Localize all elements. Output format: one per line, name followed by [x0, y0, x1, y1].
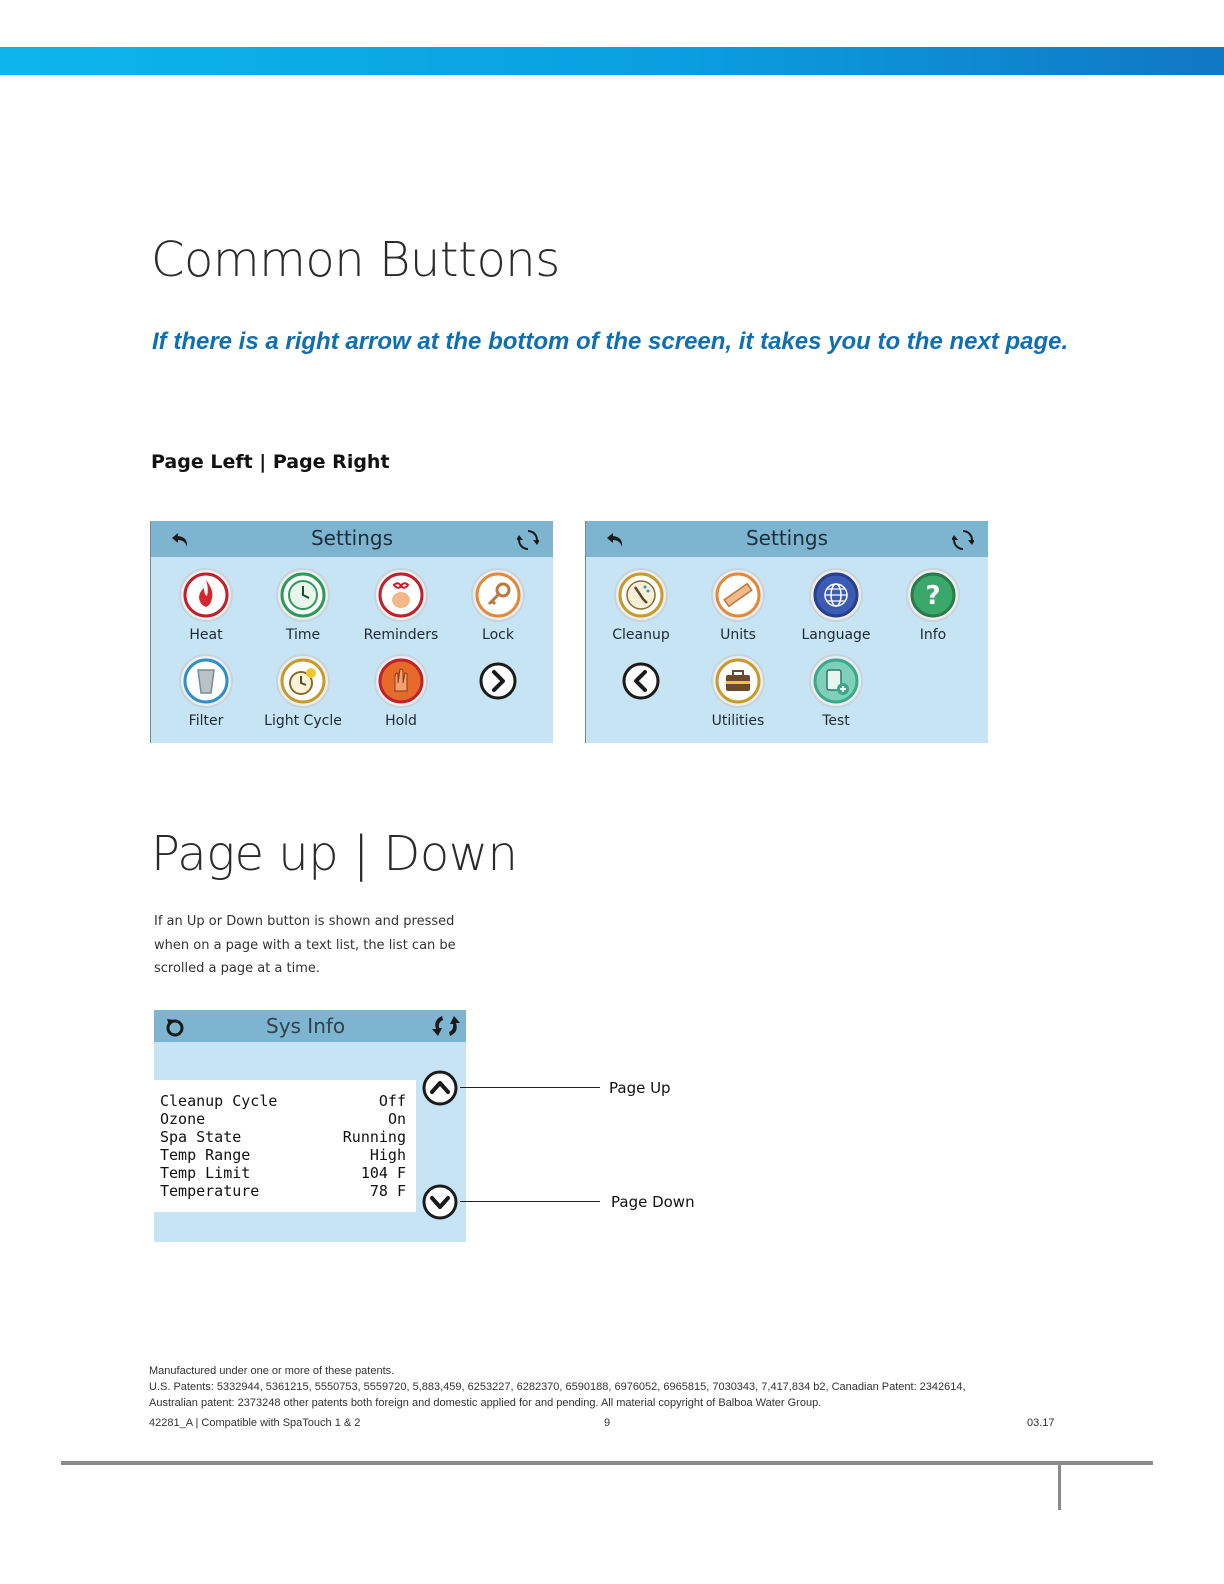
tile-label: Light Cycle — [264, 713, 342, 729]
list-item-key: Temp Range — [160, 1146, 251, 1164]
list-item-key: Spa State — [160, 1128, 242, 1146]
list-item — [160, 1164, 406, 1182]
filter-cup-icon — [178, 653, 234, 709]
tile-label: Cleanup — [612, 627, 670, 643]
tile-label: Time — [285, 627, 321, 643]
tile-label: Hold — [385, 713, 417, 729]
page-up-callout-line — [460, 1087, 600, 1088]
chevron-left-icon — [621, 661, 661, 701]
tile-label: Units — [720, 627, 756, 643]
tile-label: Filter — [188, 713, 224, 729]
section-title-page-up-down: Page up | Down — [151, 826, 518, 882]
sys-info-panel — [154, 1010, 466, 1242]
page-up-down-description: If an Up or Down button is shown and pressed when on a page with a text list, the list can be scrolled a page at a time. — [154, 914, 456, 976]
list-item — [160, 1146, 406, 1164]
flame-icon — [178, 567, 234, 623]
chevron-right-icon — [478, 661, 518, 701]
page-left-button[interactable] — [593, 661, 689, 701]
refresh-icon[interactable] — [430, 1013, 462, 1039]
section-subtitle: If there is a right arrow at the bottom of the screen, it takes you to the next page. — [152, 328, 1069, 355]
units-button[interactable] — [690, 567, 786, 643]
footer-doc-id: 42281_A | Compatible with SpaTouch 1 & 2 — [149, 1417, 361, 1429]
settings-panel-page-2 — [585, 521, 988, 743]
panel-title: Sys Info — [266, 1014, 346, 1038]
tile-label: Test — [822, 713, 850, 729]
light-cycle-icon — [275, 653, 331, 709]
footer-date: 03.17 — [1027, 1417, 1055, 1429]
hold-button[interactable] — [353, 653, 449, 729]
tile-label: Info — [919, 627, 947, 643]
back-icon[interactable] — [164, 1016, 186, 1038]
svg-text:?: ? — [925, 581, 941, 611]
info-button[interactable] — [885, 567, 981, 643]
tile-label: Language — [801, 627, 871, 643]
footer-vertical-rule — [1058, 1463, 1061, 1510]
section-title-common-buttons: Common Buttons — [151, 232, 560, 288]
footer-patents-intro: Manufactured under one or more of these patents. — [149, 1365, 395, 1377]
list-item — [160, 1092, 406, 1110]
page-down-callout: Page Down — [611, 1193, 695, 1211]
list-item-value: Off — [378, 1092, 406, 1110]
reminder-finger-icon — [373, 567, 429, 623]
refresh-icon[interactable] — [952, 529, 974, 551]
filter-button[interactable] — [158, 653, 254, 729]
list-item — [160, 1110, 406, 1128]
cleanup-icon — [613, 567, 669, 623]
list-item-value: Running — [342, 1128, 406, 1146]
clock-icon — [275, 567, 331, 623]
toolbox-icon — [710, 653, 766, 709]
panel-header — [154, 1010, 466, 1042]
list-item-value: 78 F — [369, 1182, 406, 1200]
list-item-key: Temp Limit — [160, 1164, 251, 1182]
page-down-callout-line — [460, 1201, 600, 1202]
panel-header — [151, 521, 553, 557]
reminders-button[interactable] — [353, 567, 449, 643]
page-up-button[interactable] — [420, 1068, 460, 1108]
light-cycle-button[interactable] — [255, 653, 351, 729]
list-item-value: On — [387, 1110, 406, 1128]
lock-button[interactable] — [450, 567, 546, 643]
tile-label: Utilities — [711, 713, 765, 729]
list-item-value: 104 F — [360, 1164, 406, 1182]
settings-panel-page-1 — [150, 521, 553, 743]
globe-icon — [808, 567, 864, 623]
list-item-key: Ozone — [160, 1110, 206, 1128]
page-right-button[interactable] — [450, 661, 546, 701]
key-icon — [470, 567, 526, 623]
footer-patents-us: U.S. Patents: 5332944, 5361215, 5550753, 5559720, 5,883,459, 6253227, 6282370, 6590188, 6976052, 6965815, 7030343, 7,417,834 b2, Canadian Patent: 2342614, — [149, 1381, 966, 1393]
footer-rule — [61, 1461, 1153, 1465]
hold-hand-icon — [373, 653, 429, 709]
panel-header — [586, 521, 988, 557]
sys-info-list[interactable] — [154, 1080, 416, 1212]
question-mark-icon — [905, 567, 961, 623]
test-icon — [808, 653, 864, 709]
list-item-key: Cleanup Cycle — [160, 1092, 278, 1110]
refresh-icon[interactable] — [517, 529, 539, 551]
panel-title: Settings — [310, 526, 394, 550]
list-item-key: Temperature — [160, 1182, 260, 1200]
footer-patents-other: Australian patent: 2373248 other patents both foreign and domestic applied for and pending. All material copyright of Balboa Water Group. — [149, 1397, 822, 1409]
list-item — [160, 1128, 406, 1146]
heat-button[interactable] — [158, 567, 254, 643]
tile-label: Lock — [482, 627, 514, 643]
page-left-right-label: Page Left | Page Right — [151, 451, 390, 473]
footer-page-number: 9 — [604, 1417, 611, 1429]
list-item-value: High — [369, 1146, 406, 1164]
cleanup-button[interactable] — [593, 567, 689, 643]
language-button[interactable] — [788, 567, 884, 643]
list-item — [160, 1182, 406, 1200]
page-up-callout: Page Up — [609, 1079, 671, 1097]
page-down-button[interactable] — [420, 1182, 460, 1222]
top-accent-bar — [0, 47, 1224, 75]
time-button[interactable] — [255, 567, 351, 643]
panel-title: Settings — [745, 526, 829, 550]
test-button[interactable] — [788, 653, 884, 729]
tile-label: Reminders — [363, 627, 439, 643]
utilities-button[interactable] — [690, 653, 786, 729]
ruler-icon — [710, 567, 766, 623]
tile-label: Heat — [189, 627, 223, 643]
